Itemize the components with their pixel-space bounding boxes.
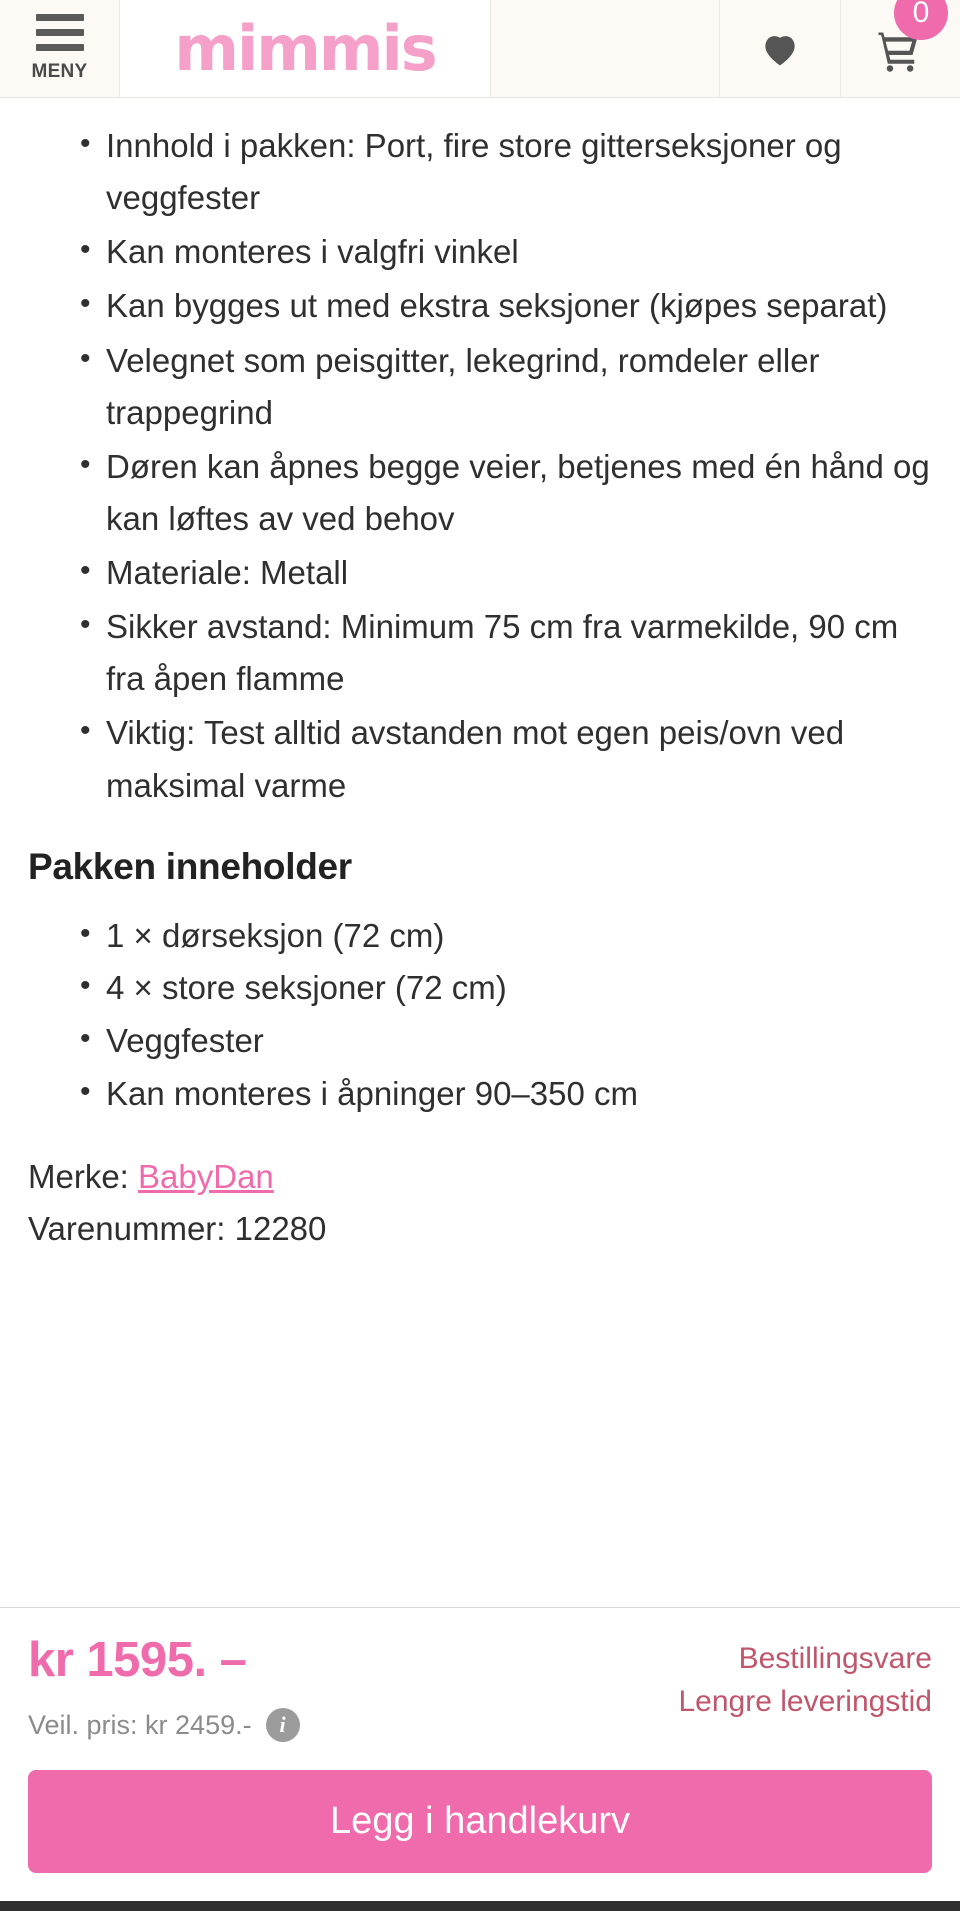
recommended-price: Veil. pris: kr 2459.- (28, 1709, 252, 1740)
cart-button[interactable] (840, 0, 960, 97)
stock-status-block (679, 1634, 933, 1723)
list-item: • 1 × dørseksjon (72 cm) (28, 910, 932, 963)
current-price: kr 1595. – (28, 1633, 247, 1688)
logo-text: mimmis (174, 11, 436, 85)
brand-line (28, 1151, 932, 1203)
list-item: • Sikker avstand: Minimum 75 cm fra varmekilde, 90 cm fra åpen flamme (28, 601, 932, 705)
bottom-bar (0, 1901, 960, 1911)
brand-link[interactable]: BabyDan (138, 1157, 274, 1195)
favorites-button[interactable] (720, 0, 840, 97)
list-item: • Innhold i pakken: Port, fire store gitterseksjoner og veggfester (28, 120, 932, 224)
package-contents-list (28, 910, 932, 1121)
info-icon[interactable]: i (266, 1708, 300, 1742)
recommended-price-row (28, 1708, 300, 1742)
list-item: • Kan bygges ut med ekstra seksjoner (kjøpes separat) (28, 280, 932, 332)
header-spacer (490, 0, 720, 97)
list-item: • Velegnet som peisgitter, lekegrind, romdeler eller trappegrind (28, 335, 932, 439)
menu-label: MENY (31, 61, 88, 82)
product-meta (28, 1151, 932, 1255)
price-block (28, 1634, 300, 1742)
add-to-cart-button[interactable]: Legg i handlekurv (28, 1770, 932, 1873)
brand-label: Merke: (28, 1157, 129, 1195)
heart-icon (758, 27, 802, 71)
list-item: • Materiale: Metall (28, 547, 932, 599)
status-badge: Bestillingsvare (738, 1642, 932, 1676)
list-item: • 4 × store seksjoner (72 cm) (28, 962, 932, 1015)
delivery-note: Lengre leveringstid (678, 1684, 932, 1718)
list-item: • Døren kan åpnes begge veier, betjenes med én hånd og kan løftes av ved behov (28, 441, 932, 545)
site-logo[interactable] (120, 0, 490, 97)
list-item: • Kan monteres i valgfri vinkel (28, 226, 932, 278)
menu-button[interactable] (0, 0, 120, 97)
price-row (28, 1634, 932, 1742)
hamburger-icon (36, 14, 84, 51)
list-item: • Viktig: Test alltid avstanden mot egen peis/ovn ved maksimal varme (28, 707, 932, 811)
product-description (0, 98, 960, 1607)
cart-count-badge: 0 (894, 0, 948, 40)
list-item: • Veggfester (28, 1015, 932, 1068)
spec-list (28, 120, 932, 812)
package-contents-heading: Pakken inneholder (28, 845, 352, 887)
list-item: • Kan monteres i åpninger 90–350 cm (28, 1068, 932, 1121)
purchase-bar (0, 1607, 960, 1873)
sku-line: Varenummer: 12280 (28, 1209, 327, 1247)
site-header (0, 0, 960, 98)
